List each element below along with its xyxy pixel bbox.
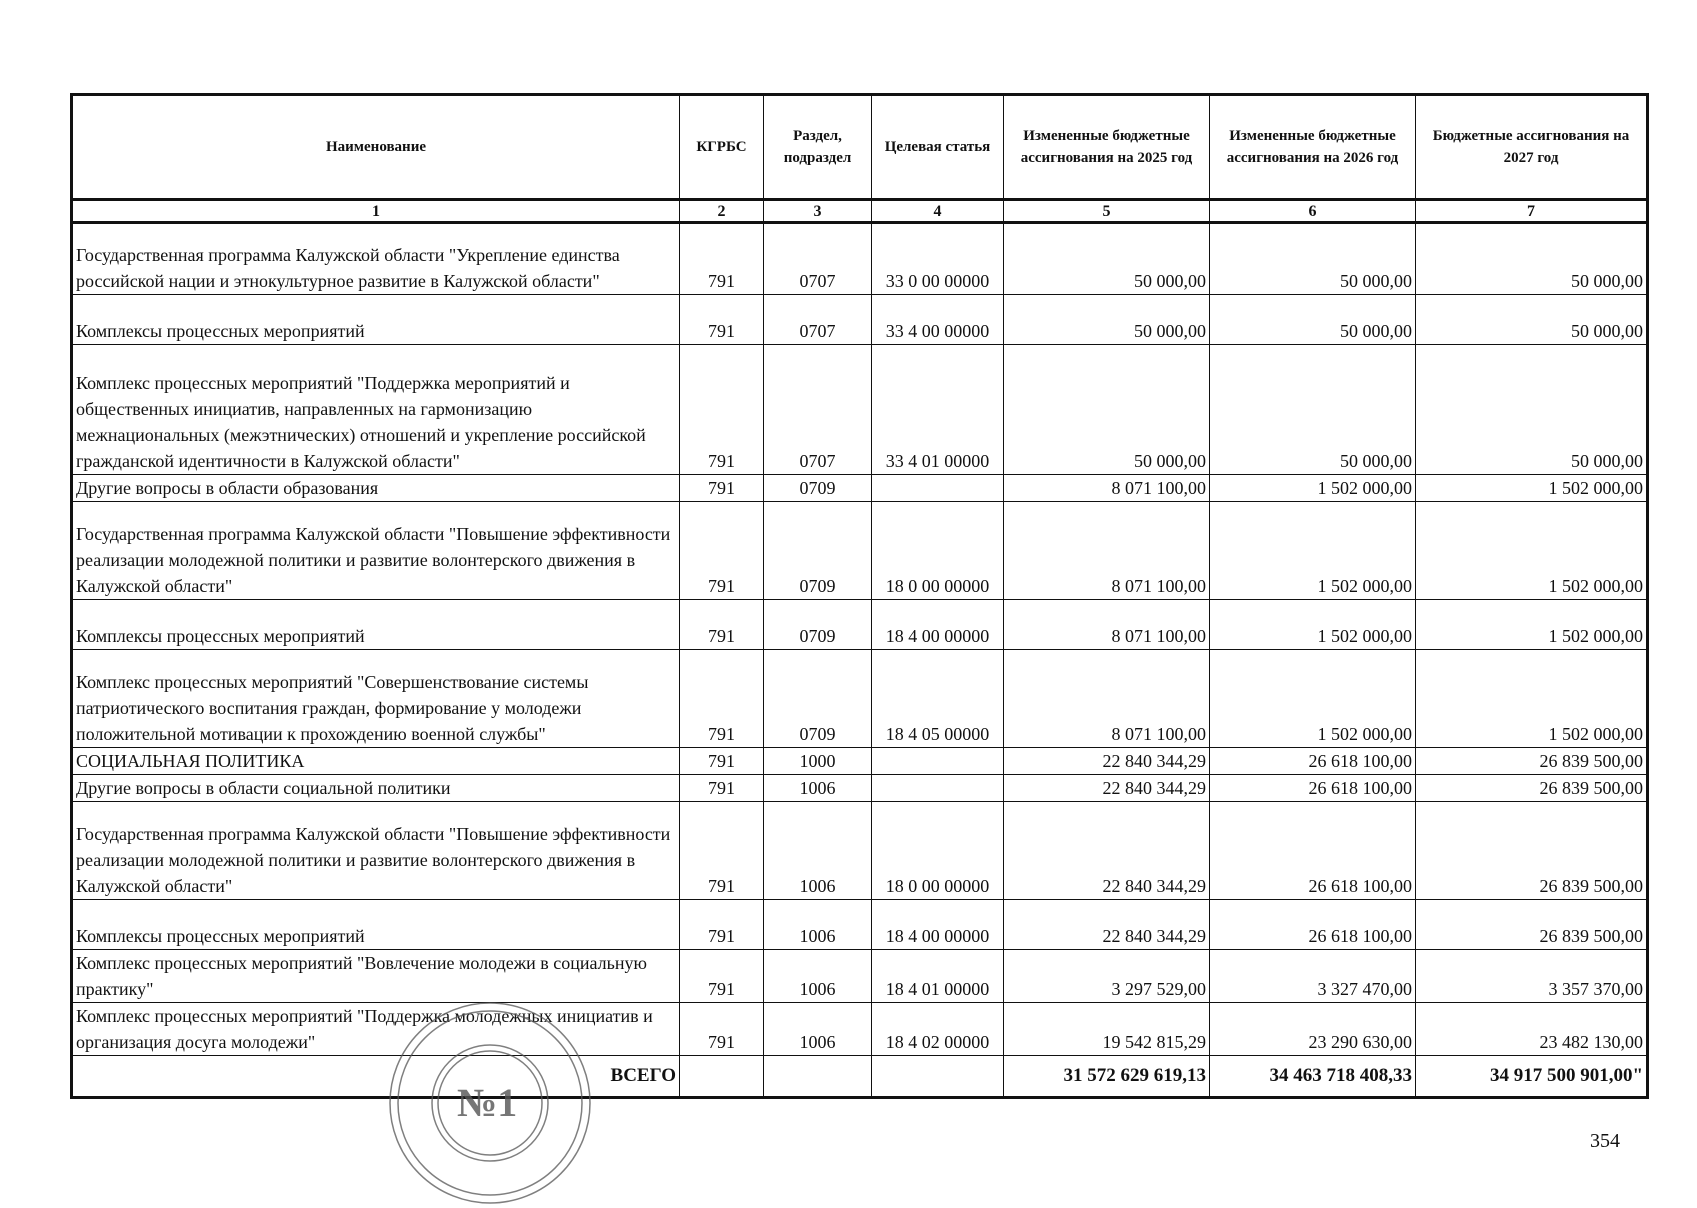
row-name: Комплексы процессных мероприятий xyxy=(72,295,680,345)
table-row xyxy=(72,748,1648,775)
row-2025: 50 000,00 xyxy=(1004,295,1210,345)
row-section: 0709 xyxy=(764,600,872,650)
table-row xyxy=(72,650,1648,748)
row-kgrbs: 791 xyxy=(680,295,764,345)
total-row xyxy=(72,1056,1648,1098)
row-name: Комплексы процессных мероприятий xyxy=(72,600,680,650)
row-target: 18 4 00 00000 xyxy=(872,900,1004,950)
total-2027: 34 917 500 901,00" xyxy=(1416,1056,1648,1098)
row-name: Государственная программа Калужской области "Повышение эффективности реализации молодежной политики и развитие волонтерского движения в Калужской области" xyxy=(72,502,680,600)
row-2027: 26 839 500,00 xyxy=(1416,775,1648,802)
row-target: 33 4 00 00000 xyxy=(872,295,1004,345)
row-2027: 1 502 000,00 xyxy=(1416,600,1648,650)
row-2026: 26 618 100,00 xyxy=(1210,900,1416,950)
row-name: Государственная программа Калужской области "Повышение эффективности реализации молодежной политики и развитие волонтерского движения в Калужской области" xyxy=(72,802,680,900)
row-2025: 19 542 815,29 xyxy=(1004,1003,1210,1056)
row-section: 0707 xyxy=(764,345,872,475)
row-2027: 1 502 000,00 xyxy=(1416,650,1648,748)
row-name: Комплекс процессных мероприятий "Поддержка молодежных инициатив и организация досуга молодежи" xyxy=(72,1003,680,1056)
row-name: Государственная программа Калужской области "Укрепление единства российской нации и этнокультурное развитие в Калужской области" xyxy=(72,223,680,295)
row-2026: 3 327 470,00 xyxy=(1210,950,1416,1003)
row-2025: 8 071 100,00 xyxy=(1004,502,1210,600)
table-row xyxy=(72,900,1648,950)
row-target: 18 4 01 00000 xyxy=(872,950,1004,1003)
row-kgrbs: 791 xyxy=(680,775,764,802)
row-target: 33 0 00 00000 xyxy=(872,223,1004,295)
row-target: 18 0 00 00000 xyxy=(872,502,1004,600)
column-number: 5 xyxy=(1004,200,1210,223)
row-2027: 50 000,00 xyxy=(1416,345,1648,475)
header-section: Раздел, подраздел xyxy=(764,95,872,200)
row-2025: 8 071 100,00 xyxy=(1004,600,1210,650)
column-number: 3 xyxy=(764,200,872,223)
row-kgrbs: 791 xyxy=(680,502,764,600)
row-name: Другие вопросы в области социальной политики xyxy=(72,775,680,802)
row-section: 0707 xyxy=(764,223,872,295)
row-2026: 50 000,00 xyxy=(1210,295,1416,345)
total-empty-cell xyxy=(764,1056,872,1098)
header-target: Целевая статья xyxy=(872,95,1004,200)
total-empty-cell xyxy=(680,1056,764,1098)
table-row xyxy=(72,775,1648,802)
budget-sheet xyxy=(70,93,1646,1099)
row-kgrbs: 791 xyxy=(680,650,764,748)
row-kgrbs: 791 xyxy=(680,748,764,775)
row-kgrbs: 791 xyxy=(680,475,764,502)
row-2027: 23 482 130,00 xyxy=(1416,1003,1648,1056)
row-target: 33 4 01 00000 xyxy=(872,345,1004,475)
row-2026: 1 502 000,00 xyxy=(1210,600,1416,650)
page-number: 354 xyxy=(1590,1130,1620,1152)
official-seal-stamp xyxy=(375,998,605,1208)
row-target xyxy=(872,775,1004,802)
row-section: 0709 xyxy=(764,650,872,748)
row-section: 1006 xyxy=(764,1003,872,1056)
row-2026: 26 618 100,00 xyxy=(1210,775,1416,802)
row-kgrbs: 791 xyxy=(680,600,764,650)
row-2025: 22 840 344,29 xyxy=(1004,748,1210,775)
row-name: Комплексы процессных мероприятий xyxy=(72,900,680,950)
row-kgrbs: 791 xyxy=(680,900,764,950)
table-row xyxy=(72,600,1648,650)
header-2026: Измененные бюджетные ассигнования на 2026 год xyxy=(1210,95,1416,200)
row-name: Комплекс процессных мероприятий "Вовлечение молодежи в социальную практику" xyxy=(72,950,680,1003)
row-section: 0709 xyxy=(764,475,872,502)
row-2025: 22 840 344,29 xyxy=(1004,802,1210,900)
row-2026: 1 502 000,00 xyxy=(1210,475,1416,502)
row-target: 18 4 00 00000 xyxy=(872,600,1004,650)
row-section: 0709 xyxy=(764,502,872,600)
column-number: 2 xyxy=(680,200,764,223)
header-row xyxy=(72,95,1648,200)
row-section: 0707 xyxy=(764,295,872,345)
row-2026: 1 502 000,00 xyxy=(1210,650,1416,748)
column-number: 6 xyxy=(1210,200,1416,223)
row-2026: 1 502 000,00 xyxy=(1210,502,1416,600)
table-row xyxy=(72,345,1648,475)
row-2025: 8 071 100,00 xyxy=(1004,650,1210,748)
table-row xyxy=(72,295,1648,345)
row-2025: 3 297 529,00 xyxy=(1004,950,1210,1003)
row-2027: 1 502 000,00 xyxy=(1416,502,1648,600)
total-2026: 34 463 718 408,33 xyxy=(1210,1056,1416,1098)
table-row xyxy=(72,950,1648,1003)
row-2026: 50 000,00 xyxy=(1210,345,1416,475)
row-name: Комплекс процессных мероприятий "Совершенствование системы патриотического воспитания граждан, формирование у молодежи положительной мотивации к прохождению военной службы" xyxy=(72,650,680,748)
row-kgrbs: 791 xyxy=(680,223,764,295)
header-2025: Измененные бюджетные ассигнования на 2025 год xyxy=(1004,95,1210,200)
table-row xyxy=(72,802,1648,900)
row-2025: 22 840 344,29 xyxy=(1004,775,1210,802)
row-section: 1000 xyxy=(764,748,872,775)
row-name: Комплекс процессных мероприятий "Поддержка мероприятий и общественных инициатив, направленных на гармонизацию межнациональных (межэтнических) отношений и укрепление российской гражданской идентичности в Калужской области" xyxy=(72,345,680,475)
table-row xyxy=(72,1003,1648,1056)
column-number: 7 xyxy=(1416,200,1648,223)
budget-table xyxy=(70,93,1649,1099)
header-2027: Бюджетные ассигнования на 2027 год xyxy=(1416,95,1648,200)
row-2027: 50 000,00 xyxy=(1416,295,1648,345)
stamp-number: №1 xyxy=(457,1080,518,1125)
column-number: 1 xyxy=(72,200,680,223)
row-name: Другие вопросы в области образования xyxy=(72,475,680,502)
column-number: 4 xyxy=(872,200,1004,223)
total-label: ВСЕГО xyxy=(72,1056,680,1098)
row-kgrbs: 791 xyxy=(680,1003,764,1056)
row-kgrbs: 791 xyxy=(680,950,764,1003)
row-2027: 26 839 500,00 xyxy=(1416,900,1648,950)
row-2026: 26 618 100,00 xyxy=(1210,802,1416,900)
row-section: 1006 xyxy=(764,802,872,900)
row-kgrbs: 791 xyxy=(680,345,764,475)
row-name: СОЦИАЛЬНАЯ ПОЛИТИКА xyxy=(72,748,680,775)
row-section: 1006 xyxy=(764,775,872,802)
row-kgrbs: 791 xyxy=(680,802,764,900)
row-2025: 50 000,00 xyxy=(1004,345,1210,475)
row-target: 18 4 02 00000 xyxy=(872,1003,1004,1056)
header-kgrbs: КГРБС xyxy=(680,95,764,200)
header-name: Наименование xyxy=(72,95,680,200)
row-2027: 26 839 500,00 xyxy=(1416,748,1648,775)
table-row xyxy=(72,502,1648,600)
row-target: 18 0 00 00000 xyxy=(872,802,1004,900)
total-2025: 31 572 629 619,13 xyxy=(1004,1056,1210,1098)
row-2027: 1 502 000,00 xyxy=(1416,475,1648,502)
row-2025: 8 071 100,00 xyxy=(1004,475,1210,502)
table-row xyxy=(72,223,1648,295)
total-empty-cell xyxy=(872,1056,1004,1098)
table-body xyxy=(72,223,1648,1056)
row-section: 1006 xyxy=(764,950,872,1003)
row-2027: 26 839 500,00 xyxy=(1416,802,1648,900)
row-2025: 22 840 344,29 xyxy=(1004,900,1210,950)
row-2026: 23 290 630,00 xyxy=(1210,1003,1416,1056)
row-2025: 50 000,00 xyxy=(1004,223,1210,295)
row-2026: 50 000,00 xyxy=(1210,223,1416,295)
row-target xyxy=(872,748,1004,775)
table-row xyxy=(72,475,1648,502)
row-target xyxy=(872,475,1004,502)
row-2027: 3 357 370,00 xyxy=(1416,950,1648,1003)
row-target: 18 4 05 00000 xyxy=(872,650,1004,748)
row-2026: 26 618 100,00 xyxy=(1210,748,1416,775)
column-number-row xyxy=(72,200,1648,223)
row-2027: 50 000,00 xyxy=(1416,223,1648,295)
row-section: 1006 xyxy=(764,900,872,950)
